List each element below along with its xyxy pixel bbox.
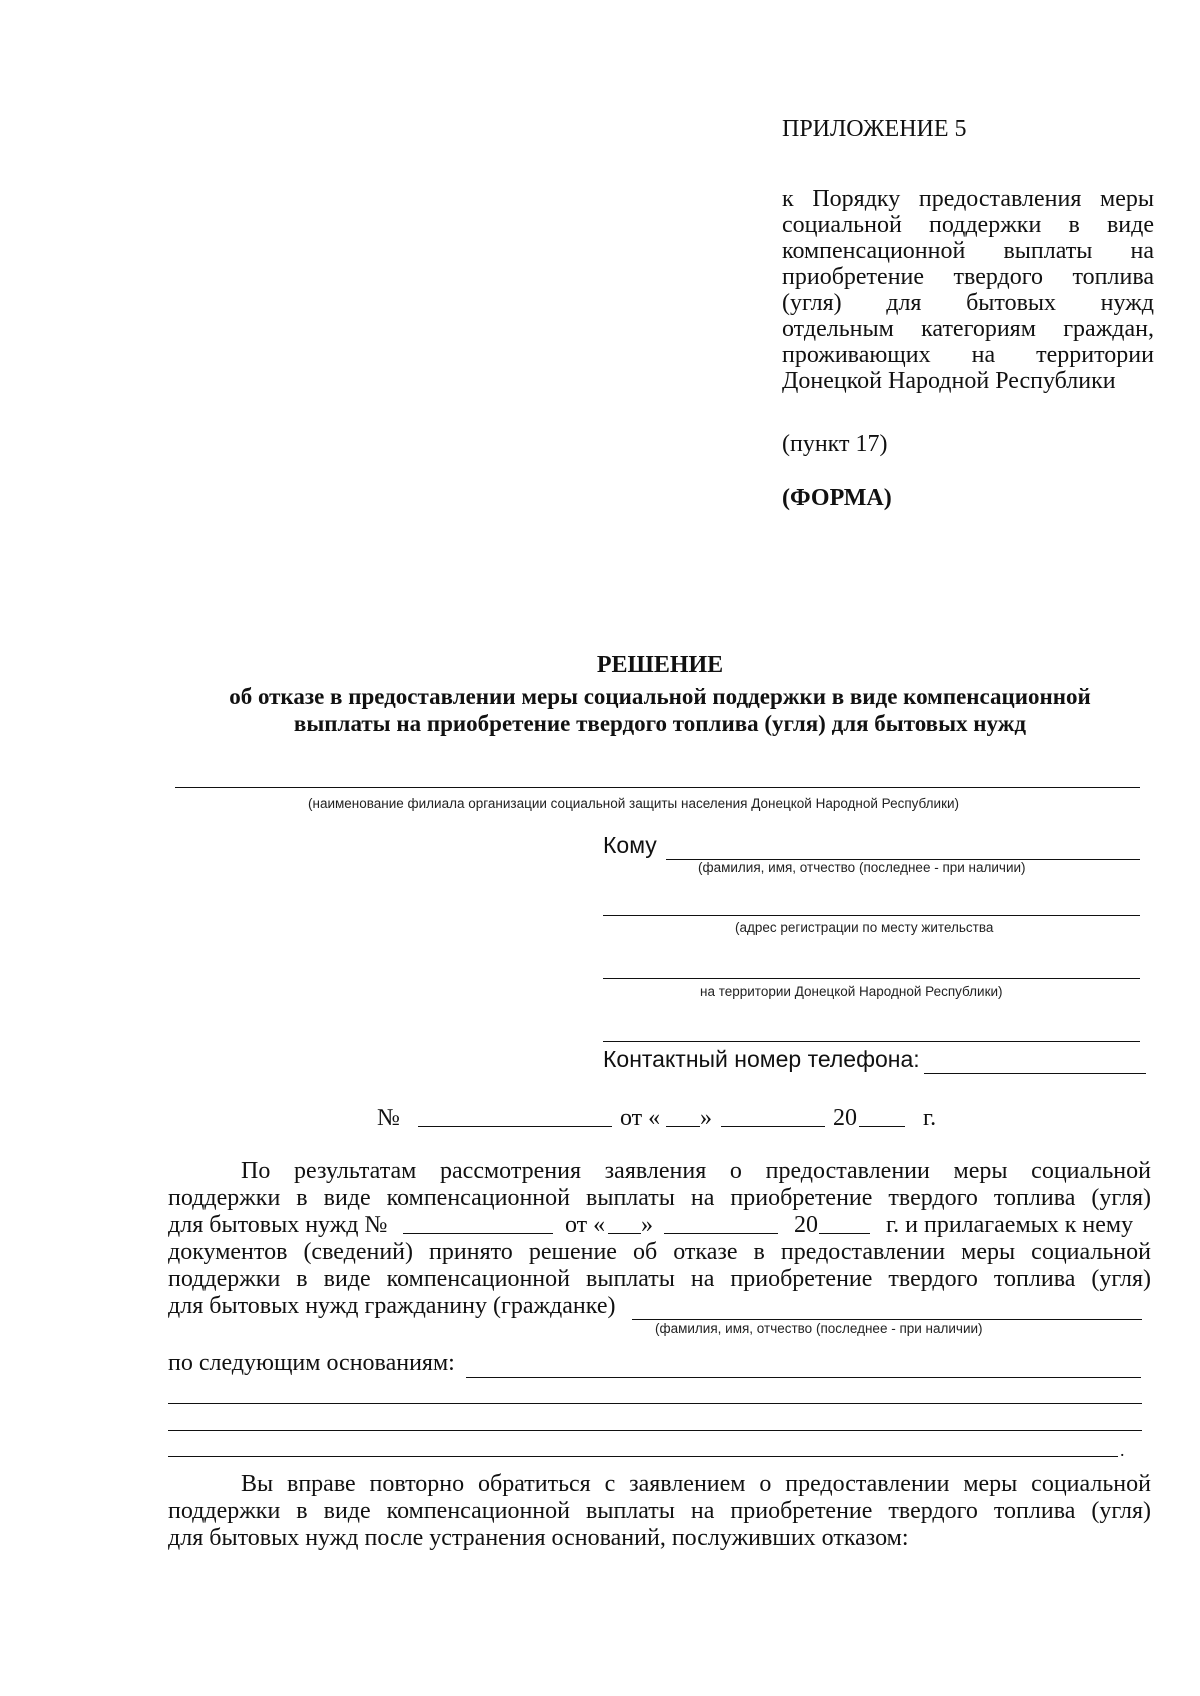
branch-name-caption: (наименование филиала организации социальной защиты населения Донецкой Народной Республики) bbox=[308, 796, 960, 811]
annex-reference: к Порядку предоставления меры социальной поддержки в виде компенсационной выплаты на приобретение твердого топлива (угля) для бытовых нужд отдельным категориям граждан, проживающих на территории Донецкой Народной Республики bbox=[782, 186, 1154, 394]
branch-name-line[interactable] bbox=[175, 787, 1140, 788]
paragraph1-line-3b: от « bbox=[565, 1212, 606, 1238]
paragraph1-line-2: поддержки в виде компенсационной выплаты на приобретение твердого топлива (угля) bbox=[168, 1185, 1151, 1211]
paragraph2-line-3: для бытовых нужд после устранения оснований, послуживших отказом: bbox=[168, 1525, 909, 1551]
paragraph1-line-4: документов (сведений) принято решение об отказе в предоставлении меры социальной bbox=[168, 1239, 1151, 1265]
recipient-name-caption: (фамилия, имя, отчество (последнее - при наличии) bbox=[698, 860, 1026, 875]
application-number-line[interactable] bbox=[403, 1233, 553, 1234]
paragraph1-line-1: По результатам рассмотрения заявления о предоставлении меры социальной bbox=[241, 1158, 1151, 1184]
grounds-end-period: . bbox=[1120, 1440, 1125, 1460]
date-year-prefix: 20 bbox=[833, 1105, 857, 1131]
annex-point: (пункт 17) bbox=[782, 431, 888, 457]
paragraph1-line-3a: для бытовых нужд № bbox=[168, 1212, 388, 1238]
address-caption-2: на территории Донецкой Народной Республики) bbox=[700, 984, 1003, 999]
date-from-label: от « bbox=[620, 1105, 661, 1131]
document-title: РЕШЕНИЕ bbox=[596, 652, 724, 678]
paragraph1-line-5: поддержки в виде компенсационной выплаты на приобретение твердого топлива (угля) bbox=[168, 1266, 1151, 1292]
date-year-suffix: г. bbox=[923, 1105, 937, 1131]
recipient-label: Кому bbox=[603, 832, 657, 858]
grounds-label: по следующим основаниям: bbox=[168, 1350, 455, 1376]
phone-label: Контактный номер телефона: bbox=[603, 1046, 920, 1072]
annex-title: ПРИЛОЖЕНИЕ 5 bbox=[782, 116, 967, 142]
grounds-line-3[interactable] bbox=[168, 1430, 1142, 1431]
paragraph2-line-2: поддержки в виде компенсационной выплаты на приобретение твердого топлива (угля) bbox=[168, 1498, 1151, 1524]
grounds-line-2[interactable] bbox=[168, 1403, 1142, 1404]
number-sign: № bbox=[377, 1105, 400, 1131]
application-month-line[interactable] bbox=[664, 1233, 778, 1234]
date-day-line[interactable] bbox=[666, 1126, 700, 1127]
address-line-2[interactable] bbox=[603, 978, 1140, 979]
document-subtitle-line-2: выплаты на приобретение твердого топлива (угля) для бытовых нужд bbox=[293, 711, 1027, 736]
date-month-line[interactable] bbox=[721, 1126, 825, 1127]
paragraph1-line-3d: 20 bbox=[794, 1212, 818, 1238]
date-close-quote: » bbox=[700, 1105, 712, 1131]
address-line-3[interactable] bbox=[603, 1041, 1140, 1042]
paragraph1-line-6: для бытовых нужд гражданину (гражданке) bbox=[168, 1293, 616, 1319]
date-year-line[interactable] bbox=[859, 1126, 905, 1127]
paragraph1-line-3c: » bbox=[641, 1212, 653, 1238]
citizen-name-line[interactable] bbox=[632, 1319, 1142, 1320]
form-label: (ФОРМА) bbox=[782, 485, 892, 511]
citizen-name-caption: (фамилия, имя, отчество (последнее - при наличии) bbox=[655, 1321, 983, 1336]
address-caption-1: (адрес регистрации по месту жительства bbox=[735, 920, 994, 935]
application-day-line[interactable] bbox=[608, 1233, 641, 1234]
application-year-line[interactable] bbox=[819, 1233, 870, 1234]
grounds-line-4[interactable] bbox=[168, 1456, 1118, 1457]
paragraph2-line-1: Вы вправе повторно обратиться с заявлением о предоставлении меры социальной bbox=[241, 1471, 1151, 1497]
grounds-line-1[interactable] bbox=[466, 1377, 1141, 1378]
document-subtitle-line-1: об отказе в предоставлении меры социальной поддержки в виде компенсационной bbox=[229, 684, 1091, 709]
paragraph1-line-3e: г. и прилагаемых к нему bbox=[886, 1212, 1134, 1238]
address-line-1[interactable] bbox=[603, 915, 1140, 916]
phone-input-line[interactable] bbox=[924, 1073, 1146, 1074]
decision-number-line[interactable] bbox=[418, 1126, 612, 1127]
